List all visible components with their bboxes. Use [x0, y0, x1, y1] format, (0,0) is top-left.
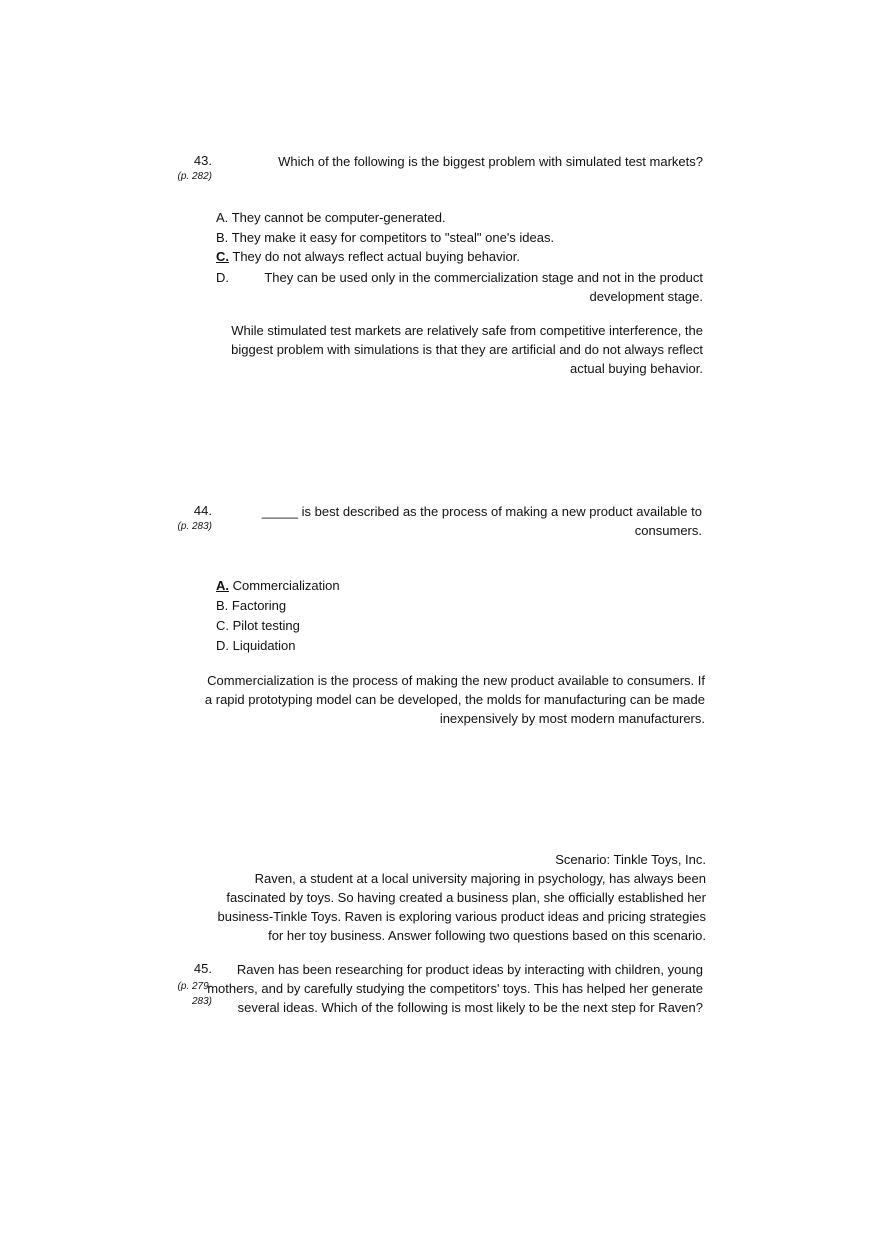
- question-stem: [250, 502, 702, 540]
- page-ref-line: 283): [191, 996, 212, 1007]
- option-text: Liquidation: [232, 638, 296, 653]
- page-reference: (p. 282): [177, 171, 212, 182]
- option-letter: B.: [216, 230, 229, 245]
- answer-option: [216, 268, 229, 287]
- scenario-line: fascinated by toys. So having created a business plan, she officially established her: [226, 890, 706, 905]
- answer-option: [216, 636, 296, 655]
- answer-option: [216, 228, 554, 247]
- option-letter: B.: [216, 598, 229, 613]
- option-text: They cannot be computer-generated.: [231, 210, 446, 225]
- explanation-line: biggest problem with simulations is that they are artificial and do not always reflect: [231, 342, 703, 357]
- option-text: They make it easy for competitors to "steal" one's ideas.: [231, 230, 555, 245]
- answer-option-correct: [216, 576, 340, 595]
- option-text: They do not always reflect actual buying behavior.: [232, 249, 521, 264]
- option-text: Pilot testing: [232, 618, 300, 633]
- answer-option: [216, 208, 446, 227]
- stem-line: Raven has been researching for product ideas by interacting with children, young: [236, 962, 703, 977]
- option-text: [250, 268, 703, 306]
- scenario-line: business-Tinkle Toys. Raven is exploring various product ideas and pricing strategies: [217, 909, 706, 924]
- answer-option-correct: [216, 247, 520, 266]
- explanation-line: Commercialization is the process of making the new product available to consumers. If: [207, 673, 705, 688]
- stem-line: consumers.: [634, 523, 702, 538]
- stem-line: mothers, and by carefully studying the competitors' toys. This has helped her generate: [207, 981, 703, 996]
- page-ref-line: (p. 279-: [177, 981, 212, 992]
- scenario-title: Scenario: Tinkle Toys, Inc.: [555, 852, 706, 867]
- option-letter: D.: [216, 638, 229, 653]
- stem-line: _____ is best described as the process of making a new product available to: [261, 504, 702, 519]
- scenario-line: for her toy business. Answer following two questions based on this scenario.: [268, 928, 706, 943]
- answer-explanation: [225, 321, 703, 378]
- scenario-line: Raven, a student at a local university majoring in psychology, has always been: [254, 871, 706, 886]
- option-letter: C.: [216, 249, 229, 264]
- answer-option: [216, 596, 286, 615]
- question-number: 44.: [193, 503, 212, 518]
- scenario-block: [200, 850, 706, 945]
- page-reference: (p. 283): [177, 521, 212, 532]
- question-number: 43.: [193, 153, 212, 168]
- explanation-line: inexpensively by most modern manufacturers.: [439, 711, 705, 726]
- explanation-line: While stimulated test markets are relatively safe from competitive interference, the: [231, 323, 703, 338]
- option-letter: D.: [216, 270, 229, 285]
- question-number: 45.: [193, 961, 212, 976]
- option-letter: A.: [216, 210, 229, 225]
- explanation-line: actual buying behavior.: [570, 361, 703, 376]
- explanation-line: a rapid prototyping model can be developed, the molds for manufacturing can be made: [204, 692, 705, 707]
- answer-option: [216, 616, 300, 635]
- option-letter: C.: [216, 618, 229, 633]
- question-stem: [250, 152, 703, 171]
- option-text: Factoring: [231, 598, 287, 613]
- option-text: Commercialization: [232, 578, 340, 593]
- question-stem: [205, 960, 703, 1017]
- stem-line: Which of the following is the biggest problem with simulated test markets?: [278, 154, 703, 169]
- stem-line: several ideas. Which of the following is most likely to be the next step for Raven?: [237, 1000, 703, 1015]
- answer-explanation: [195, 671, 705, 728]
- option-text-line: They can be used only in the commercialization stage and not in the product: [264, 270, 703, 285]
- option-text-line: development stage.: [589, 289, 703, 304]
- option-letter: A.: [216, 578, 229, 593]
